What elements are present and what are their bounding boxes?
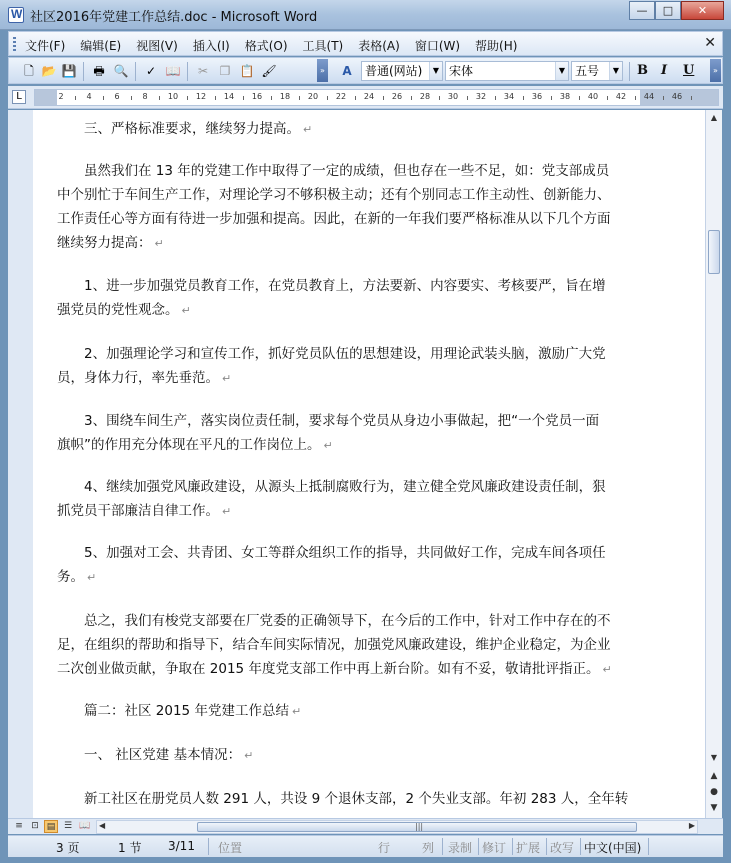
copy-icon[interactable]: ❐ bbox=[219, 64, 231, 78]
format-painter-icon[interactable]: 🖌 bbox=[261, 64, 277, 78]
status-page: 3 页 bbox=[56, 841, 80, 855]
style-combo[interactable] bbox=[361, 61, 443, 81]
status-section: 1 节 bbox=[118, 841, 142, 855]
ruler-tick-mark bbox=[467, 96, 468, 100]
ruler-row bbox=[8, 86, 723, 109]
bold-button[interactable]: B bbox=[637, 63, 648, 78]
document-paragraph[interactable] bbox=[57, 475, 637, 524]
vertical-scrollbar[interactable] bbox=[705, 110, 722, 818]
print-layout-view-icon[interactable]: ▤ bbox=[44, 820, 58, 833]
ruler-tick-label: 34 bbox=[503, 92, 515, 101]
ruler-tick-label: 28 bbox=[419, 92, 431, 101]
open-folder-icon[interactable]: 📂 bbox=[41, 64, 57, 78]
toolbar-options-icon[interactable]: » bbox=[710, 59, 721, 82]
ruler-tick-label: 30 bbox=[447, 92, 459, 101]
ruler-tick-label: 10 bbox=[167, 92, 179, 101]
menu-table[interactable]: 表格(A) bbox=[358, 39, 400, 53]
paragraph-line: 3、围绕车间生产，落实岗位责任制，要求每个党员从身边小事做起，把“一个党员一面 bbox=[57, 413, 600, 429]
previous-page-icon[interactable]: ▲ bbox=[710, 771, 718, 781]
paragraph-line: 三、严格标准要求，继续努力提高。 ↵ bbox=[57, 121, 313, 137]
vertical-scroll-thumb[interactable] bbox=[708, 230, 720, 274]
status-track-changes[interactable]: 修订 bbox=[482, 841, 507, 855]
outline-view-icon[interactable]: ☰ bbox=[63, 821, 73, 831]
ruler-tick-mark bbox=[579, 96, 580, 100]
ruler-tick-label: 14 bbox=[223, 92, 235, 101]
paragraph-mark-icon: ↵ bbox=[291, 705, 302, 718]
status-line: 行 bbox=[378, 841, 391, 855]
ruler-tick-mark bbox=[523, 96, 524, 100]
font-combo[interactable] bbox=[445, 61, 569, 81]
paragraph-line: 抓党员干部廉洁自律工作。 ↵ bbox=[57, 503, 232, 519]
paragraph-line: 务。 ↵ bbox=[57, 569, 97, 585]
ruler-tick-label: 40 bbox=[587, 92, 599, 101]
save-icon[interactable]: 💾 bbox=[61, 64, 77, 78]
ruler-tick-mark bbox=[299, 96, 300, 100]
web-layout-view-icon[interactable]: ⊡ bbox=[31, 821, 39, 831]
ruler-tick-label: 32 bbox=[475, 92, 487, 101]
ruler-tick-label: 12 bbox=[195, 92, 207, 101]
ruler-tick-mark bbox=[103, 96, 104, 100]
ruler-tick-mark bbox=[75, 96, 76, 100]
ruler-tick-label: 6 bbox=[114, 92, 120, 101]
style-value: 普通(网站) bbox=[365, 64, 423, 78]
menu-help[interactable]: 帮助(H) bbox=[475, 39, 518, 53]
chevron-down-icon[interactable]: ▼ bbox=[609, 62, 622, 80]
paragraph-mark-icon: ↵ bbox=[222, 372, 232, 385]
status-position: 位置 bbox=[218, 841, 243, 855]
ruler-tick-label: 38 bbox=[559, 92, 571, 101]
paragraph-mark-icon: ↵ bbox=[87, 571, 97, 584]
paragraph-line: 旗帜”的作用充分体现在平凡的工作岗位上。 ↵ bbox=[57, 437, 333, 453]
paragraph-line: 足，在组织的帮助和指导下，结合车间实际情况，加强党风廉政建设，维护企业稳定，为企业 bbox=[57, 637, 611, 653]
ruler-tick-label: 36 bbox=[531, 92, 543, 101]
minimize-button[interactable]: — bbox=[629, 1, 655, 20]
paragraph-line: 总之，我们有梭党支部要在厂党委的正确领导下，在今后的工作中，针对工作中存在的不 bbox=[57, 613, 611, 629]
underline-button[interactable]: U bbox=[683, 63, 695, 78]
ruler-tick-label: 26 bbox=[391, 92, 403, 101]
paragraph-line: 二次创业做贡献，争取在 2015 年度党支部工作中再上新台阶。如有不妥，敬请批评指正。 ↵ bbox=[57, 661, 612, 677]
paragraph-line: 员，身体力行，率先垂范。 ↵ bbox=[57, 370, 232, 386]
normal-view-icon[interactable]: ≡ bbox=[15, 821, 23, 831]
ruler-tick-mark bbox=[355, 96, 356, 100]
paragraph-line: 中个别忙于车间生产工作，对理论学习不够积极主动；还有个别同志工作主动性、创新能力、 bbox=[57, 187, 611, 203]
ruler-tick-label: 24 bbox=[363, 92, 375, 101]
paragraph-line: 虽然我们在 13 年的党建工作中取得了一定的成绩，但也存在一些不足，如：党支部成员 bbox=[57, 163, 610, 179]
document-paragraph[interactable] bbox=[57, 159, 637, 256]
paragraph-line: 一、 社区党建 基本情况： ↵ bbox=[57, 747, 254, 763]
paragraph-line: 5、加强对工会、共青团、女工等群众组织工作的指导，共同做好工作，完成车间各项任 bbox=[57, 545, 606, 561]
paragraph-mark-icon: ↵ bbox=[323, 439, 333, 452]
document-paragraph[interactable] bbox=[57, 541, 637, 590]
menu-view[interactable]: 视图(V) bbox=[136, 39, 178, 53]
ruler-tick-mark bbox=[131, 96, 132, 100]
menu-bar bbox=[8, 31, 723, 56]
paste-icon[interactable]: 📋 bbox=[239, 64, 255, 78]
ruler-tick-mark bbox=[635, 96, 636, 100]
paragraph-line: 工作责任心等方面有待进一步加强和提高。因此，在新的一年我们要严格标准从以下几个方面 bbox=[57, 211, 611, 227]
ruler-tick-mark bbox=[691, 96, 692, 100]
status-record[interactable]: 录制 bbox=[448, 841, 473, 855]
scroll-up-arrow-icon[interactable]: ▲ bbox=[710, 113, 718, 122]
ruler-tick-label: 22 bbox=[335, 92, 347, 101]
document-paragraph[interactable] bbox=[57, 117, 637, 142]
paragraph-line: 4、继续加强党风廉政建设，从源头上抵制腐败行为，建立健全党风廉政建设责任制，狠 bbox=[57, 479, 606, 495]
print-icon[interactable]: 🖶 bbox=[93, 64, 105, 78]
menubar-grip-handle[interactable] bbox=[13, 37, 16, 51]
ruler-tick-mark bbox=[243, 96, 244, 100]
ruler-tick-mark bbox=[187, 96, 188, 100]
ruler-tick-mark bbox=[327, 96, 328, 100]
ruler-tick-mark bbox=[215, 96, 216, 100]
next-page-icon[interactable]: ▼ bbox=[710, 803, 718, 813]
ruler-tick-mark bbox=[271, 96, 272, 100]
status-bar bbox=[8, 835, 723, 857]
document-paragraph[interactable] bbox=[57, 274, 637, 323]
ruler-tick-label: 44 bbox=[643, 92, 655, 101]
menu-file[interactable]: 文件(F) bbox=[25, 39, 66, 53]
tab-selector-icon[interactable]: L bbox=[12, 90, 26, 104]
paragraph-line: 继续努力提高： ↵ bbox=[57, 235, 164, 251]
status-extend[interactable]: 扩展 bbox=[516, 841, 541, 855]
ruler-tick-mark bbox=[411, 96, 412, 100]
ruler-tick-mark bbox=[495, 96, 496, 100]
scroll-right-arrow-icon[interactable]: ▶ bbox=[688, 821, 695, 830]
italic-button[interactable]: I bbox=[661, 63, 668, 78]
title-bar bbox=[0, 0, 731, 30]
paragraph-mark-icon: ↵ bbox=[222, 505, 232, 518]
paragraph-mark-icon: ↵ bbox=[602, 663, 612, 676]
document-paragraph[interactable] bbox=[57, 609, 637, 682]
scroll-down-arrow-icon[interactable]: ▼ bbox=[710, 753, 718, 762]
ruler-tick-label: 2 bbox=[58, 92, 64, 101]
font-size-value: 五号 bbox=[575, 64, 600, 78]
reading-layout-view-icon[interactable]: 📖 bbox=[79, 821, 91, 831]
ruler-tick-mark bbox=[663, 96, 664, 100]
close-document-button[interactable]: ✕ bbox=[704, 35, 716, 51]
document-paragraph[interactable] bbox=[57, 409, 637, 458]
window-title: 社区2016年党建工作总结.doc - Microsoft Word bbox=[30, 10, 318, 25]
paragraph-line: 2、加强理论学习和宣传工作，抓好党员队伍的思想建设，用理论武装头脑，激励广大党 bbox=[57, 346, 606, 362]
scroll-left-arrow-icon[interactable]: ◀ bbox=[99, 821, 106, 830]
ruler-tick-label: 42 bbox=[615, 92, 627, 101]
new-document-icon[interactable]: 🗋 bbox=[24, 64, 34, 78]
document-paragraph[interactable] bbox=[57, 699, 637, 724]
window-controls bbox=[629, 1, 724, 20]
select-browse-object-icon[interactable]: ● bbox=[710, 787, 718, 797]
horizontal-ruler[interactable] bbox=[34, 89, 719, 106]
chevron-down-icon[interactable]: ▼ bbox=[429, 62, 442, 80]
paragraph-mark-icon: ↵ bbox=[181, 304, 191, 317]
scroll-grip-icon: ||| bbox=[415, 822, 424, 831]
menu-format[interactable]: 格式(O) bbox=[244, 39, 288, 53]
font-size-combo[interactable] bbox=[571, 61, 623, 81]
spelling-icon[interactable]: ✓ bbox=[145, 64, 157, 78]
ruler-tick-mark bbox=[439, 96, 440, 100]
print-preview-icon[interactable]: 🔍 bbox=[113, 64, 129, 78]
menu-edit[interactable]: 编辑(E) bbox=[80, 39, 122, 53]
styles-pane-icon[interactable]: A bbox=[342, 64, 352, 78]
toolbar bbox=[8, 57, 723, 84]
document-paragraph[interactable] bbox=[57, 743, 637, 768]
status-language[interactable]: 中文(中国) bbox=[584, 841, 642, 855]
view-bar bbox=[8, 818, 723, 834]
document-paragraph[interactable] bbox=[57, 787, 637, 811]
paragraph-mark-icon: ↵ bbox=[154, 237, 164, 250]
chevron-down-icon[interactable]: ▼ bbox=[555, 62, 568, 80]
menu-window[interactable]: 窗口(W) bbox=[414, 39, 461, 53]
ruler-tick-mark bbox=[551, 96, 552, 100]
status-overtype[interactable]: 改写 bbox=[550, 841, 575, 855]
document-page[interactable] bbox=[33, 110, 705, 818]
word-app-icon[interactable] bbox=[8, 7, 24, 23]
paragraph-mark-icon: ↵ bbox=[244, 749, 254, 762]
ruler-tick-mark bbox=[607, 96, 608, 100]
ruler-tick-label: 46 bbox=[671, 92, 683, 101]
ruler-tick-mark bbox=[159, 96, 160, 100]
cut-icon[interactable]: ✂ bbox=[197, 64, 209, 78]
ruler-tick-label: 4 bbox=[86, 92, 92, 101]
research-icon[interactable]: 📖 bbox=[165, 64, 181, 78]
ruler-tick-mark bbox=[383, 96, 384, 100]
status-page-count: 3/11 bbox=[168, 839, 195, 853]
left-margin-strip bbox=[8, 110, 33, 818]
paragraph-line: 篇二：社区 2015 年党建工作总结 ↵ bbox=[57, 703, 302, 719]
toolbar-options-icon[interactable]: » bbox=[317, 59, 328, 82]
menu-insert[interactable]: 插入(I) bbox=[192, 39, 230, 53]
document-paragraph[interactable] bbox=[57, 342, 637, 391]
ruler-tick-label: 8 bbox=[142, 92, 148, 101]
horizontal-scrollbar[interactable] bbox=[96, 820, 698, 834]
paragraph-line: 新工社区在册党员人数 291 人，共设 9 个退休支部，2 个失业支部。年初 283 人，全年转 bbox=[57, 791, 629, 807]
maximize-button[interactable]: □ bbox=[655, 1, 681, 20]
ruler-tick-label: 20 bbox=[307, 92, 319, 101]
ruler-tick-label: 16 bbox=[251, 92, 263, 101]
close-window-button[interactable]: ✕ bbox=[681, 1, 724, 20]
paragraph-line: 强党员的党性观念。 ↵ bbox=[57, 302, 191, 318]
font-value: 宋体 bbox=[449, 64, 474, 78]
paragraph-mark-icon: ↵ bbox=[303, 123, 313, 136]
ruler-tick-label: 18 bbox=[279, 92, 291, 101]
menu-tools[interactable]: 工具(T) bbox=[302, 39, 344, 53]
paragraph-line: 1、进一步加强党员教育工作，在党员教育上，方法要新、内容要实、考核要严，旨在增 bbox=[57, 278, 606, 294]
status-column: 列 bbox=[422, 841, 435, 855]
